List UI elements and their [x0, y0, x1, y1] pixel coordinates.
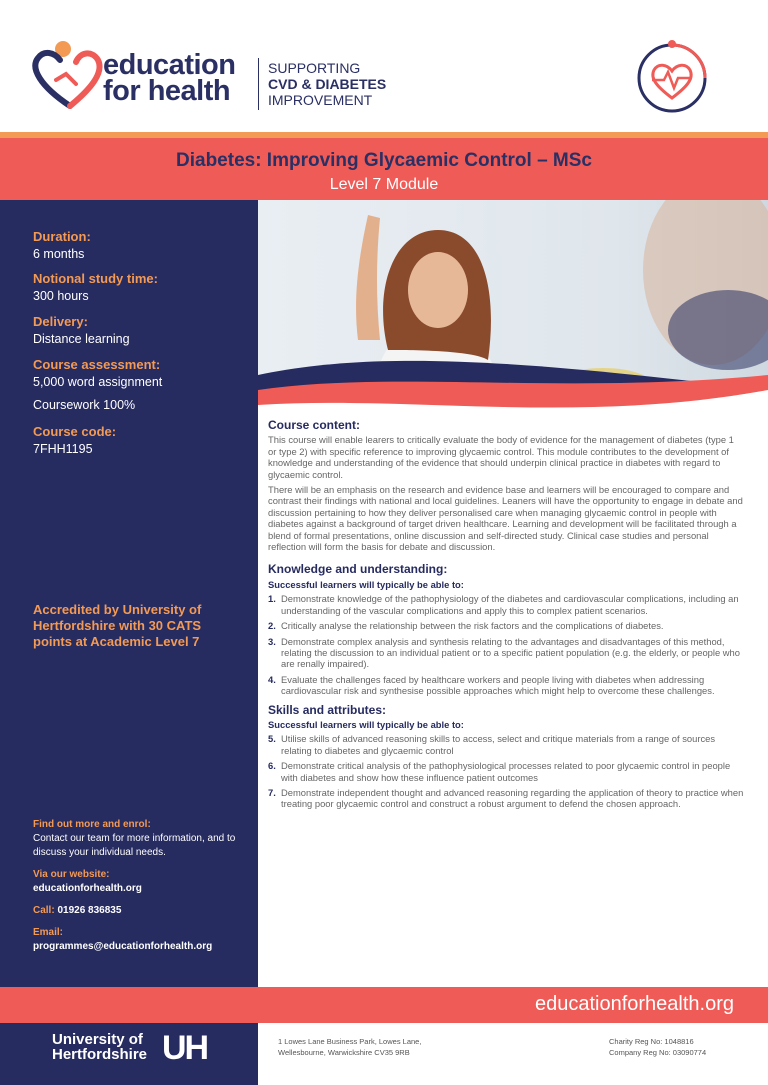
tagline-line-2: CVD & DIABETES [268, 76, 387, 92]
tagline [268, 60, 386, 108]
list-item: 1. Demonstrate knowledge of the pathophysiology of the diabetes and cardiovascular complications, including an understanding of the vascular complications and apply this to complex patient scenarios. [268, 593, 739, 616]
university-line-1: University of [52, 1031, 143, 1048]
phone-number[interactable]: 01926 836835 [57, 905, 122, 916]
accreditation-text: Accredited by University of Hertfordshire with 30 CATS points at Academic Level 7 [33, 602, 202, 649]
skills-intro: Successful learners will typically be able to: [268, 718, 464, 730]
list-item: 6. Demonstrate critical analysis of the pathophysiological processes related to poor glycaemic control in people with diabetes and show how these influence patient outcomes [268, 760, 731, 783]
enrol-label: Find out more and enrol: [33, 819, 151, 830]
course-code-value: 7FHH1195 [33, 442, 93, 456]
skills-heading: Skills and attributes: [268, 702, 387, 717]
address-line-1: 1 Lowes Lane Business Park, Lowes Lane, [278, 1037, 422, 1046]
university-logo-text [52, 1032, 147, 1062]
course-content-heading: Course content: [268, 418, 361, 432]
contact-block [33, 818, 248, 954]
enrol-text: Contact our team for more information, and to discuss your individual needs. [33, 833, 236, 858]
email-link[interactable]: programmes@educationforhealth.org [33, 941, 213, 952]
address-line-2: Wellesbourne, Warwickshire CV35 9RB [278, 1048, 410, 1057]
skills-list [268, 733, 744, 809]
heart-pulse-badge-icon [634, 38, 710, 114]
delivery-label: Delivery: [33, 314, 88, 329]
list-item: 5. Utilise skills of advanced reasoning skills to access, select and critique materials from a range of sources relating to diabetes and glycaemic control [268, 733, 716, 756]
tagline-line-1: SUPPORTING [268, 60, 361, 76]
title-band [0, 138, 768, 200]
duration-value: 6 months [33, 247, 85, 261]
website-label: Via our website: [33, 869, 110, 880]
course-paragraph-2: There will be an emphasis on the research and evidence base and learners will be encouraged to compare and contrast their findings with national and local guidelines. Leaners will have the opportunity to engage in debate and discussion pertaining to how they deliver personalised care when managing glycaemic control in people with diabetes against a background of target driven healthcare. Learning and development will be facilitated through a blend of formal presentations, online discussion and self-directed study. Clinical case studies and personal reflection will form the basis for debate and discussion. [268, 484, 743, 553]
assessment-block [33, 357, 162, 412]
brand-wordmark [103, 49, 236, 107]
list-item: 7. Demonstrate independent thought and advanced reasoning regarding the application of theory to practice when treating poor glycaemic control and construct a robust argument to defend the chosen approach. [268, 786, 744, 810]
study-time-value: 300 hours [33, 289, 89, 303]
brand-line-2: for health [103, 75, 231, 107]
study-time-block [33, 271, 158, 303]
knowledge-heading: Knowledge and understanding: [268, 562, 448, 577]
sidebar [0, 200, 258, 987]
registration-info [609, 1036, 706, 1058]
header-divider [258, 58, 259, 110]
page-subtitle: Level 7 Module [329, 176, 439, 193]
email-label: Email: [33, 927, 64, 938]
assessment-label: Course assessment: [33, 357, 161, 372]
page-header [0, 0, 768, 132]
call-label: Call: [33, 905, 55, 916]
course-paragraph-1: This course will enable learers to critically evaluate the body of evidence for the management of diabetes (type 1 or type 2) with specific reference to improving glycaemic control. This module contributes to the development of knowledge and understanding of the evidence that should underpin clinical practice in diabetes with regard to glycaemic control. [268, 434, 734, 480]
knowledge-intro: Successful learners will typically be able to: [268, 578, 464, 590]
delivery-block [33, 314, 130, 346]
assessment-value: 5,000 word assignment [33, 375, 163, 389]
duration-block [33, 229, 91, 261]
charity-reg: Charity Reg No: 1048816 [609, 1037, 694, 1046]
main-content [268, 420, 744, 816]
address [278, 1036, 421, 1058]
call-line [33, 904, 248, 918]
course-content-section [268, 420, 744, 552]
skills-section [268, 702, 744, 810]
course-code-block [33, 424, 116, 456]
tagline-line-3: IMPROVEMENT [268, 92, 373, 108]
delivery-value: Distance learning [33, 332, 130, 346]
company-reg: Company Reg No: 03090774 [609, 1048, 707, 1057]
university-uh-mark: UH [162, 1029, 208, 1067]
duration-label: Duration: [33, 229, 91, 244]
coursework-value: Coursework 100% [33, 398, 136, 412]
heart-logo-icon [30, 38, 110, 110]
website-link[interactable]: educationforhealth.org [33, 883, 142, 894]
brand-line-1: education [103, 49, 236, 81]
page-title: Diabetes: Improving Glycaemic Control – MSc [176, 150, 592, 171]
university-line-2: Hertfordshire [52, 1046, 148, 1063]
list-item: 3. Demonstrate complex analysis and synthesis relating to the advantages and disadvantages of this method, relating the discussion to an individual patient or to a specific patient population (e.g. the elderly, or people who are renally impaired). [268, 635, 740, 670]
hero-photo [258, 200, 768, 430]
footer-band [0, 987, 768, 1023]
list-item: 4. Evaluate the challenges faced by healthcare workers and people living with diabetes when addressing cardiovascular risk and synthesise possible approaches which might help to overcome these challenges. [268, 673, 715, 697]
study-time-label: Notional study time: [33, 271, 158, 286]
course-code-label: Course code: [33, 424, 117, 439]
list-item: 2. Critically analyse the relationship between the risk factors and the complications of diabetes. [268, 620, 664, 632]
footer-website-link[interactable]: educationforhealth.org [534, 993, 734, 1015]
knowledge-list [268, 593, 744, 696]
knowledge-section [268, 564, 744, 696]
